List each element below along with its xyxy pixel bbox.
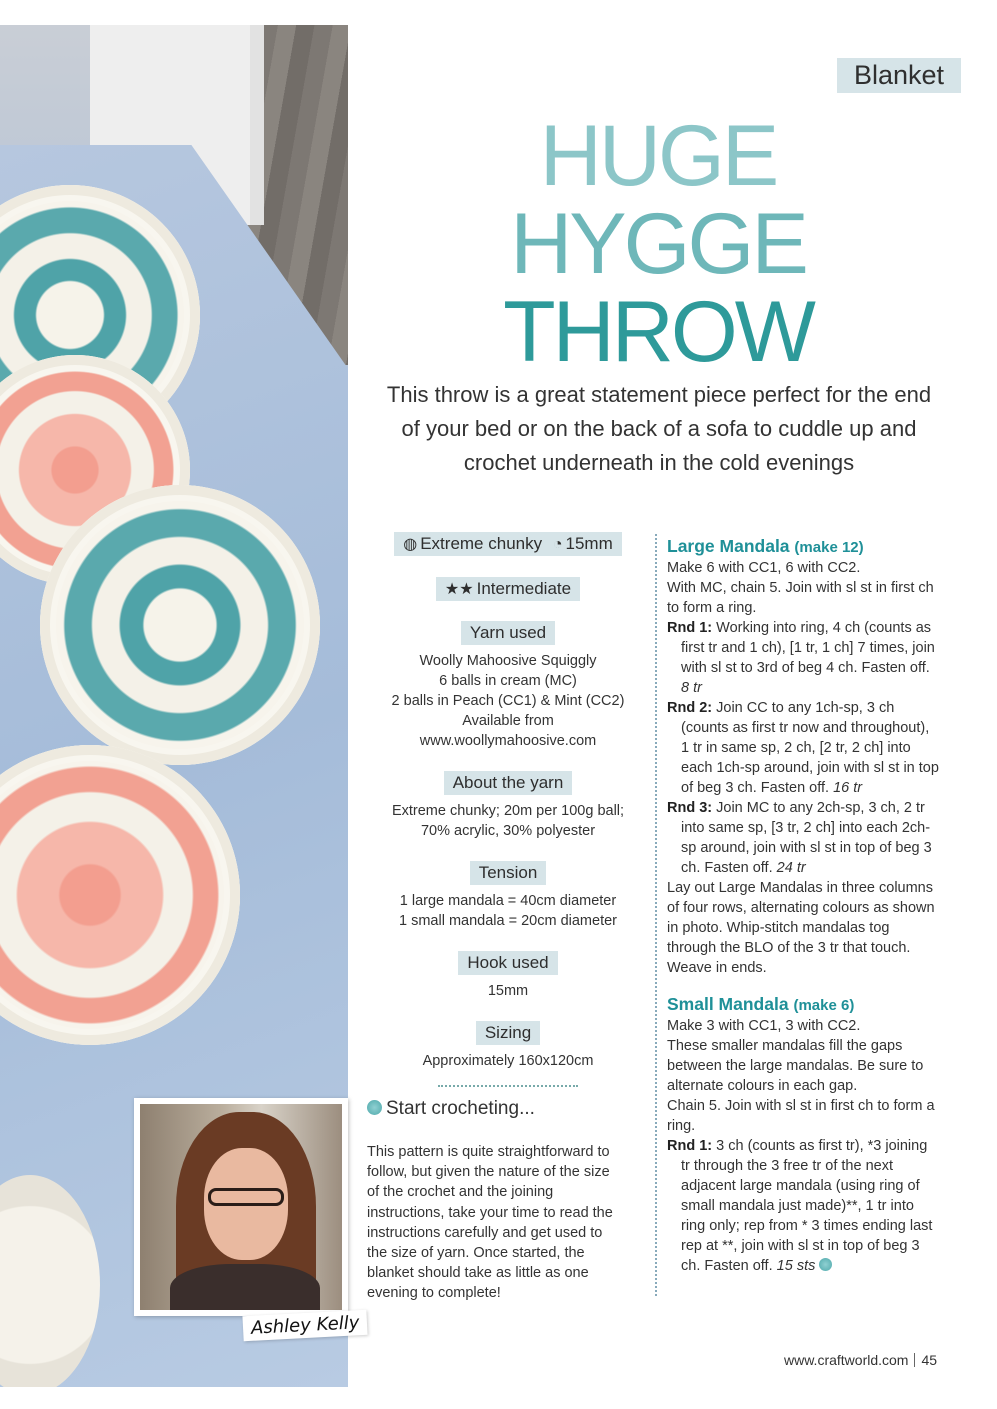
round-text: 3 ch (counts as first tr), *3 joining tr through the 3 free tr of the next adjacent large mandala (using ring of small mandala just made)**, 1 tr into ring only; rep from * 3 times ending last rep at **, join with sl st in top of beg 3 ch. Fasten off. <box>681 1138 933 1274</box>
large-round-3 <box>667 798 939 878</box>
large-round-1 <box>667 618 939 698</box>
small-intro-2: These smaller mandalas fill the gaps between the large mandalas. Be sure to alternate colours in each gap. <box>667 1038 924 1094</box>
title-line-2: HYGGE <box>510 196 806 292</box>
column-divider <box>655 534 657 1296</box>
sizing-value: Approximately 160x120cm <box>422 1053 594 1069</box>
yarn-weight: Extreme chunky <box>420 534 543 553</box>
category-tag: Blanket <box>837 58 961 93</box>
small-mandala-count: (make 6) <box>793 997 855 1014</box>
intro-text: This throw is a great statement piece perfect for the end of your bed or on the back of a sofa to cuddle up and crochet underneath in the cold evenings <box>386 382 932 475</box>
round-label: Rnd 1: <box>667 620 713 636</box>
about-line: 70% acrylic, 30% polyester <box>420 823 596 839</box>
crochet-blanket <box>0 185 320 1065</box>
round-text: Working into ring, 4 ch (counts as first tr and 1 ch), [1 tr, 1 ch] 7 times, join with sl st to 3rd of beg 4 ch. Fasten off. <box>681 620 935 676</box>
two-stars-icon: ★★ <box>444 581 474 598</box>
tension-line: 1 small mandala = 20cm diameter <box>398 913 617 929</box>
author-portrait <box>140 1104 342 1310</box>
tension-heading: Tension <box>470 861 547 885</box>
large-intro-1: Make 6 with CC1, 6 with CC2. <box>667 560 861 576</box>
small-mandala-heading <box>667 994 939 1016</box>
small-round-1 <box>667 1136 939 1276</box>
page-number: 45 <box>921 1352 938 1368</box>
large-outro: Lay out Large Mandalas in three columns of four rows, alternating colours as shown in photo. Whip-stitch mandalas tog through the BLO of the 3 tr that touch. Weave in ends. <box>667 880 935 976</box>
about-line: Extreme chunky; 20m per 100g ball; <box>391 803 625 819</box>
round-count: 16 tr <box>833 780 863 796</box>
hook-used-value: 15mm <box>487 983 529 999</box>
mandala-mint <box>40 485 320 765</box>
title-line-1: HUGE <box>539 108 777 204</box>
yarn-used-text <box>364 651 652 751</box>
hook-icon: ◔ <box>552 536 563 553</box>
tension-line: 1 large mandala = 40cm diameter <box>399 893 617 909</box>
yarn-used-heading: Yarn used <box>461 621 555 645</box>
yarn-line: Woolly Mahoosive Squiggly <box>419 653 597 669</box>
round-label: Rnd 3: <box>667 800 713 816</box>
round-label: Rnd 2: <box>667 700 713 716</box>
start-heading-text: Start crocheting... <box>386 1098 535 1119</box>
supplier-link[interactable]: www.woollymahoosive.com <box>419 733 597 749</box>
large-intro-2: With MC, chain 5. Join with sl st in first ch to form a ring. <box>667 580 934 616</box>
round-count: 15 sts <box>776 1258 816 1274</box>
large-mandala-heading <box>667 536 939 558</box>
start-heading <box>367 1098 535 1120</box>
instructions <box>667 536 939 1276</box>
author-photo <box>134 1098 348 1316</box>
footer-separator <box>914 1353 915 1367</box>
author-name: Ashley Kelly <box>242 1310 368 1341</box>
author-glasses <box>208 1188 284 1206</box>
round-text: Join MC to any 2ch-sp, 3 ch, 2 tr into same sp, [3 tr, 2 ch] into each 2ch-sp around, join with sl st in top of beg 3 ch. Fasten off. <box>681 800 932 876</box>
small-mandala-title: Small Mandala <box>667 994 789 1014</box>
page-title <box>418 108 898 380</box>
page-footer <box>784 1352 937 1368</box>
dotted-divider <box>438 1085 578 1087</box>
start-text: This pattern is quite straightforward to follow, but given the nature of the size of the crochet and the joining instructions, take your time to read the instructions carefully and get used to the size of yarn. Once started, the blanket should take as little as one evening to complete! <box>367 1144 613 1302</box>
hook-size: 15mm <box>565 534 613 553</box>
about-yarn-text <box>364 801 652 841</box>
small-intro-1: Make 3 with CC1, 3 with CC2. <box>667 1018 861 1034</box>
author-shirt <box>170 1264 320 1310</box>
round-text: Join CC to any 1ch-sp, 3 ch (counts as first tr now and throughout), 1 tr in same sp, 2 ch, [2 tr, 2 ch] into each 1ch-sp around, join with sl st in top of beg 3 ch. Fasten off. <box>681 700 939 796</box>
pattern-info <box>364 532 652 1087</box>
tension-text <box>364 891 652 931</box>
round-count: 8 tr <box>681 680 702 696</box>
sizing-heading: Sizing <box>476 1021 540 1045</box>
yarn-line: 6 balls in cream (MC) <box>439 673 577 689</box>
large-round-2 <box>667 698 939 798</box>
round-count: 24 tr <box>776 860 806 876</box>
small-intro-3: Chain 5. Join with sl st in first ch to form a ring. <box>667 1098 935 1134</box>
yarn-line: Available from <box>462 713 554 729</box>
hook-used-heading: Hook used <box>458 951 557 975</box>
spec-pill <box>394 532 622 556</box>
large-mandala-title: Large Mandala <box>667 536 790 556</box>
round-label: Rnd 1: <box>667 1138 713 1154</box>
about-yarn-heading: About the yarn <box>444 771 573 795</box>
level-pill <box>436 577 580 601</box>
footer-url[interactable]: www.craftworld.com <box>784 1352 909 1368</box>
skill-level: Intermediate <box>476 579 572 598</box>
yarn-ball-icon <box>367 1100 382 1115</box>
large-mandala-count: (make 12) <box>794 539 864 556</box>
mandala-peach <box>0 745 240 1045</box>
yarn-line: 2 balls in Peach (CC1) & Mint (CC2) <box>391 693 625 709</box>
title-line-3: THROW <box>503 284 813 380</box>
yarn-ball-icon <box>819 1258 832 1271</box>
yarn-ball-icon: ◍ <box>403 536 418 553</box>
